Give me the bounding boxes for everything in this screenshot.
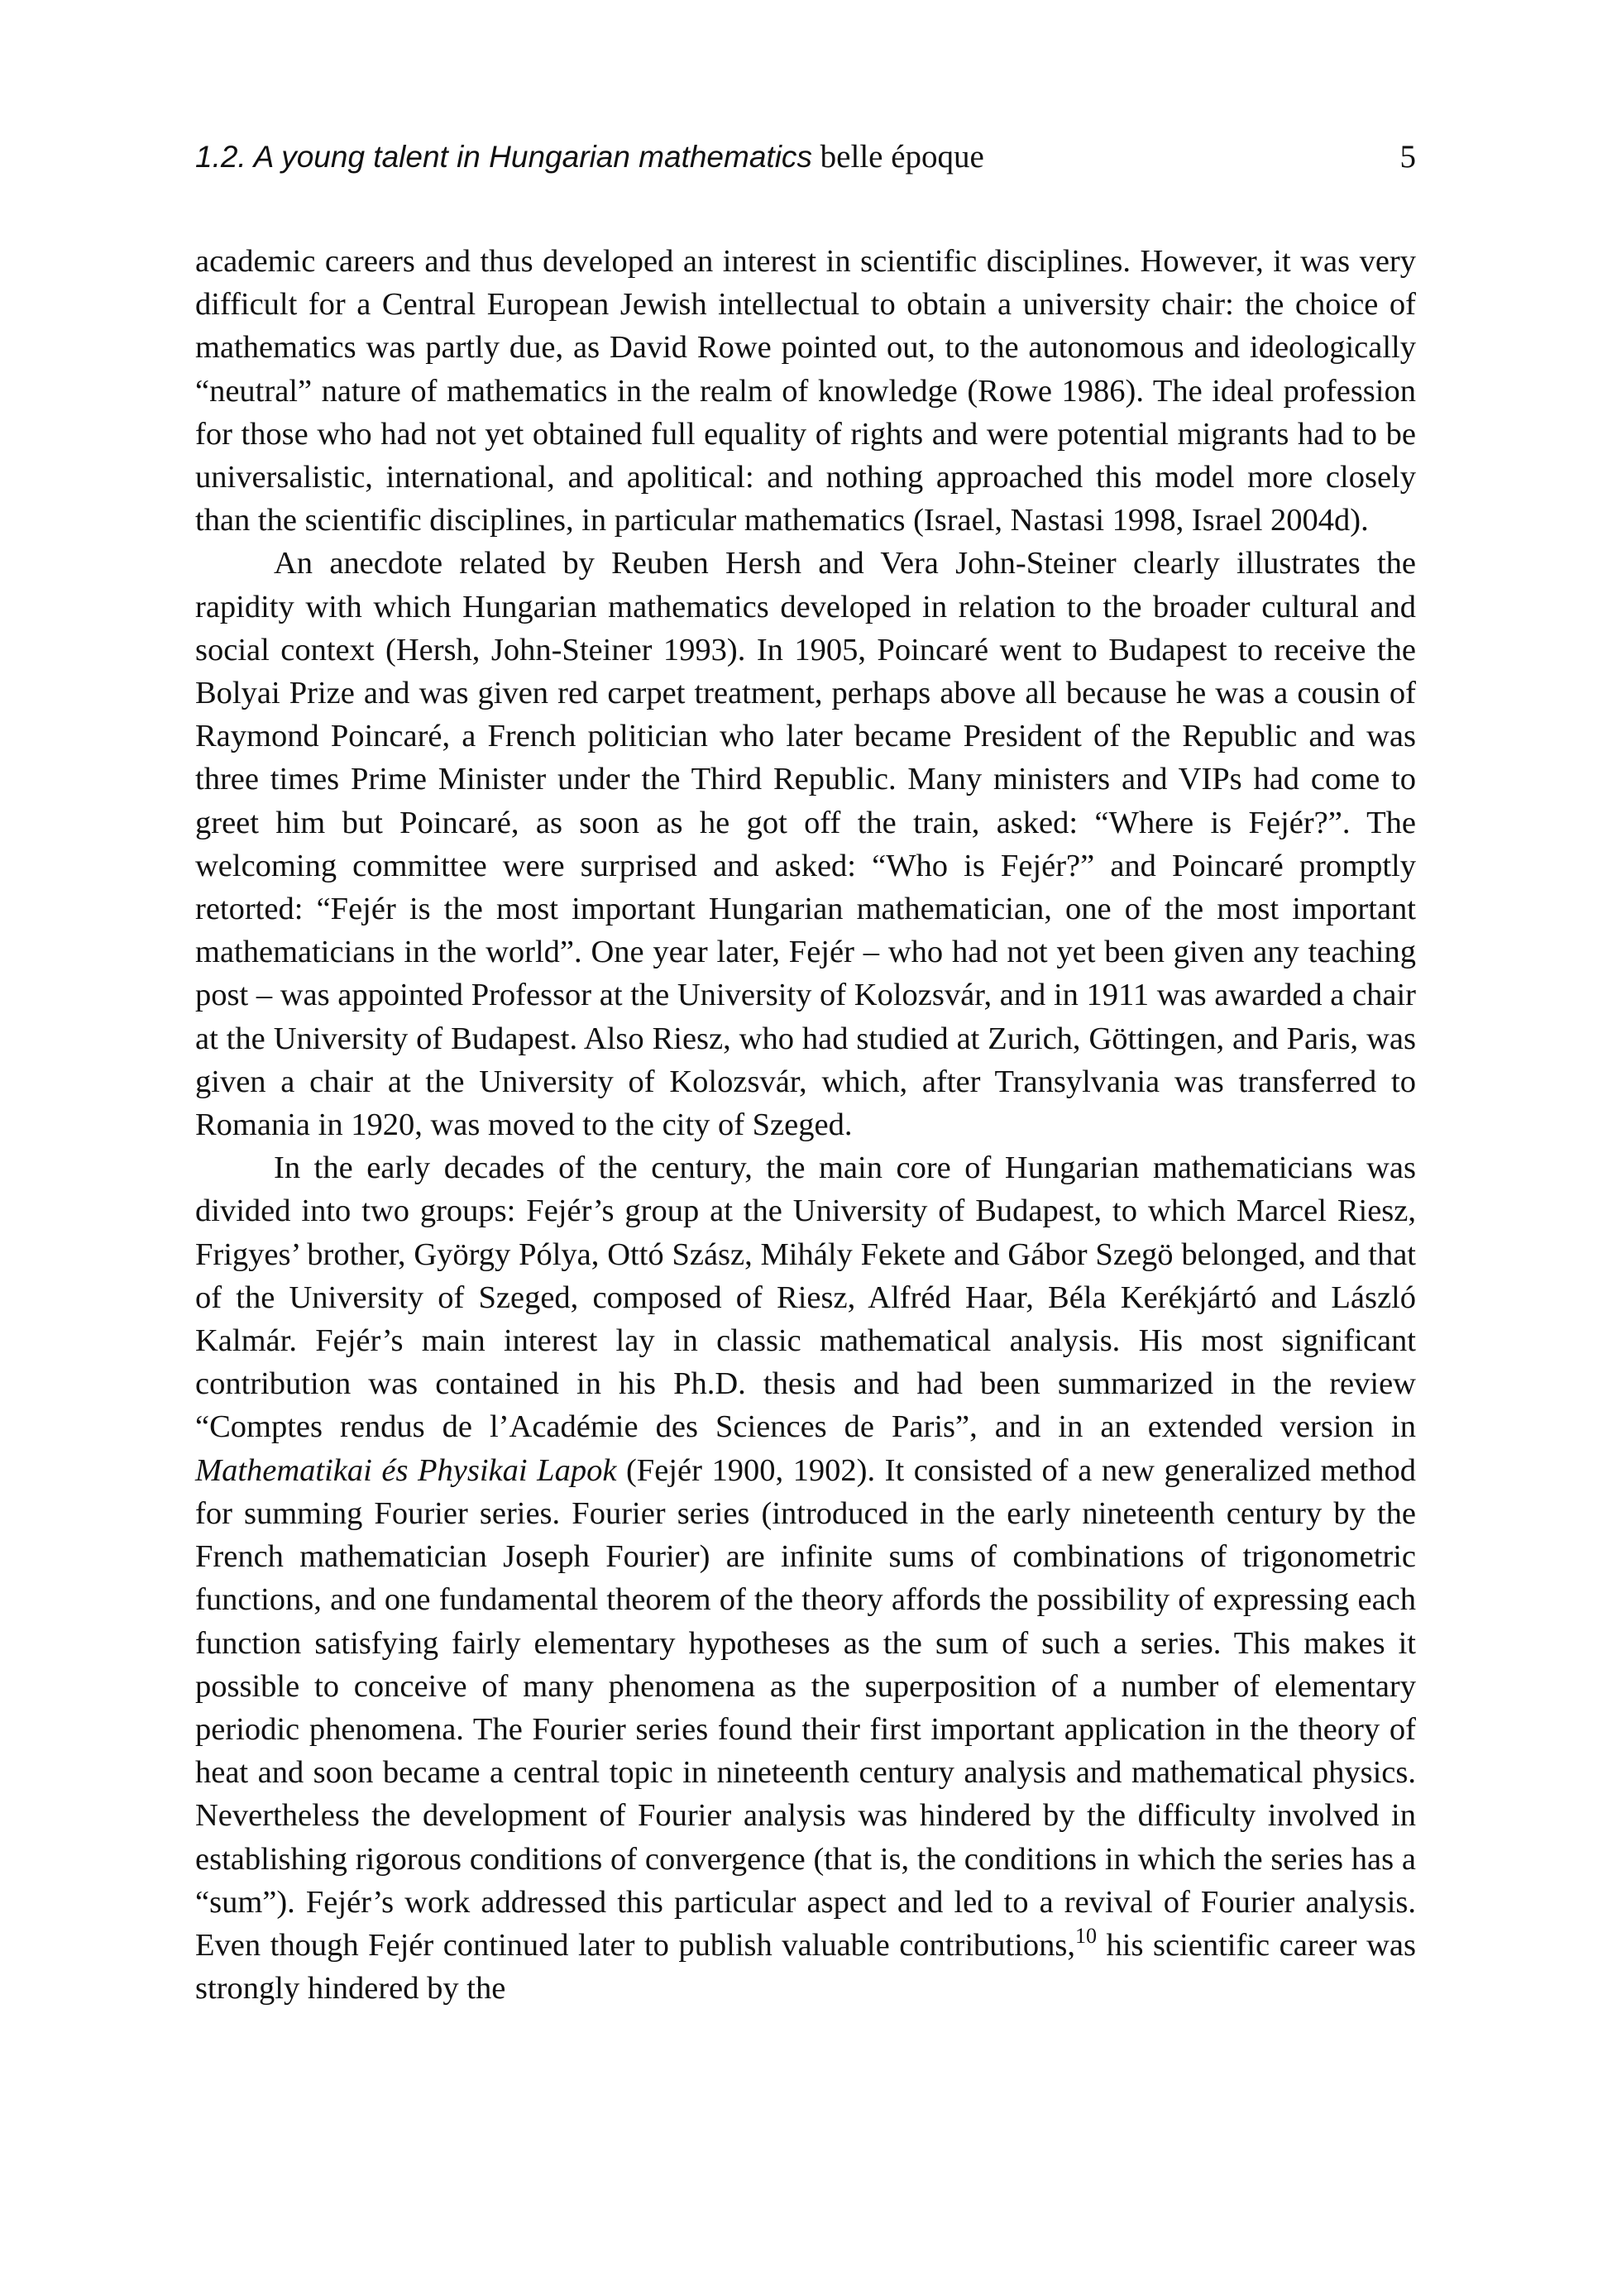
journal-title: Mathematikai és Physikai Lapok bbox=[195, 1452, 617, 1488]
footnote-ref[interactable]: 10 bbox=[1075, 1923, 1098, 1948]
paragraph: academic careers and thus developed an interest in scientific disciplines. However, it was very difficult for a Central European Jewish intellectual to obtain a university chair: the choice of mathematics was partly due, as David Rowe pointed out, to the autonomous and ideologically “neutral” nature of mathematics in the realm of knowledge (Rowe 1986). The ideal profession for those who had not yet obtained full equality of rights and were potential migrants had to be universalistic, international, and apolitical: and nothing approached this model more closely than the scientific disciplines, in particular mathematics (Israel, Nastasi 1998, Israel 2004d). bbox=[195, 244, 1416, 538]
running-head bbox=[195, 132, 1416, 182]
paragraph-text: his scientific career was strongly hindered by the bbox=[195, 1927, 1416, 2007]
paragraph-text: (Fejér 1900, 1902). It consisted of a new generalized method for summing Fourier series. Fourier series (introduced in the early nineteenth century by the French mathematician Joseph Fourier) are infinite sums of combinations of trigonometric functions, and one fundamental theorem of the theory affords the possibility of expressing each function satisfying fairly elementary hypotheses as the sum of such a series. This makes it possible to conceive of many phenomena as the superposition of a number of elementary periodic phenomena. The Fourier series found their first important application in the theory of heat and soon became a central topic in nineteenth century analysis and mathematical physics. Nevertheless the development of Fourier analysis was hindered by the difficulty involved in establishing rigorous conditions of convergence (that is, the conditions in which the series has a “sum”). Fejér’s work addressed this particular aspect and led to a revival of Fourier analysis. Even though Fejér continued later to publish valuable contributions, bbox=[195, 1452, 1416, 1963]
paragraph bbox=[195, 1146, 1416, 2010]
section-title bbox=[195, 132, 984, 182]
paragraph-text: In the early decades of the century, the main core of Hungarian mathematicians was divided into two groups: Fejér’s group at the University of Budapest, to which Marcel Riesz, Frigyes’ brother, György Pólya, Ottó Szász, Mihály Fekete and Gábor Szegö belonged, and that of the University of Szeged, composed of Riesz, Alfréd Haar, Béla Kerékjártó and László Kalmár. Fejér’s main interest lay in classic mathematical analysis. His most significant contribution was contained in his Ph.D. thesis and had been summarized in the review “Comptes rendus de l’Académie des Sciences de Paris”, and in an extended version in bbox=[195, 1150, 1416, 1445]
section-label: 1.2. A young talent in Hungarian mathematics bbox=[195, 140, 812, 174]
section-suffix: belle époque bbox=[811, 139, 984, 175]
page-number: 5 bbox=[1399, 139, 1416, 175]
paragraph: An anecdote related by Reuben Hersh and Vera John-Steiner clearly illustrates the rapidity with which Hungarian mathematics developed in relation to the broader cultural and social context (Hersh, John-Steiner 1993). In 1905, Poincaré went to Budapest to receive the Bolyai Prize and was given red carpet treatment, perhaps above all because he was a cousin of Raymond Poincaré, a French politician who later became President of the Republic and was three times Prime Minister under the Third Republic. Many ministers and VIPs had come to greet him but Poincaré, as soon as he got off the train, asked: “Where is Fejér?”. The welcoming committee were surprised and asked: “Who is Fejér?” and Poincaré promptly retorted: “Fejér is the most important Hungarian mathematician, one of the most important mathematicians in the world”. One year later, Fejér – who had not yet been given any teaching post – was appointed Professor at the University of Kolozsvár, and in 1911 was awarded a chair at the University of Budapest. Also Riesz, who had studied at Zurich, Göttingen, and Paris, was given a chair at the University of Kolozsvár, which, after Transylvania was transferred to Romania in 1920, was moved to the city of Szeged. bbox=[195, 546, 1416, 1143]
book-page bbox=[195, 132, 1416, 2010]
body-text bbox=[195, 240, 1416, 2010]
